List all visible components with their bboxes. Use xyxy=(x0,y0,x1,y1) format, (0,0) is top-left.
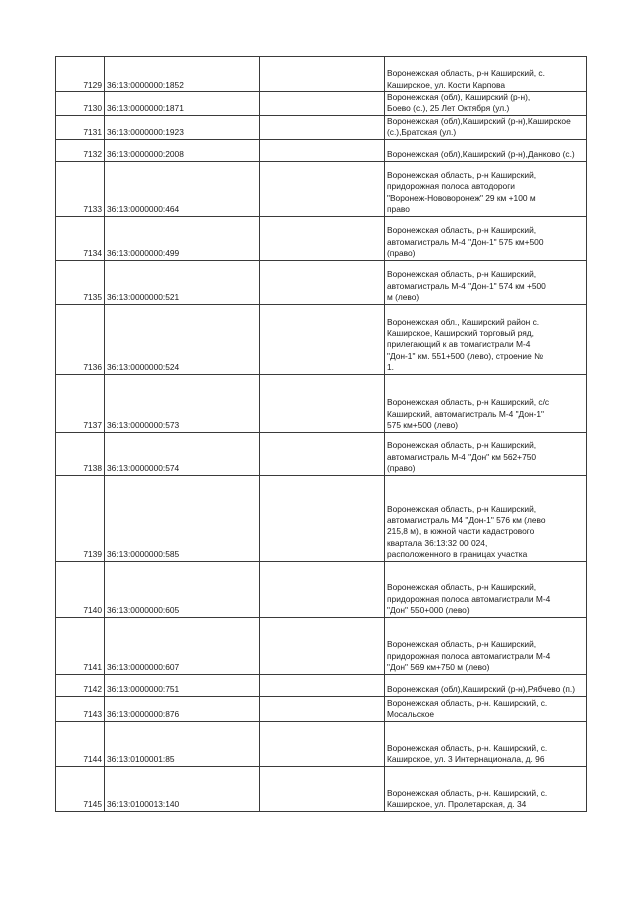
row-number-cell: 7130 xyxy=(56,92,105,116)
empty-cell xyxy=(260,432,385,475)
table-row xyxy=(56,115,587,139)
row-number-cell: 7141 xyxy=(56,617,105,674)
table-row xyxy=(56,432,587,475)
address-cell: Воронежская область, р-н Каширский, придорожная полоса автомагистрали М-4 "Дон" 569 км+750 м (лево) xyxy=(385,617,587,674)
row-number-cell: 7129 xyxy=(56,57,105,92)
row-number-cell: 7136 xyxy=(56,304,105,374)
cadastral-number-cell: 36:13:0000000:524 xyxy=(105,304,260,374)
empty-cell xyxy=(260,115,385,139)
row-number-cell: 7132 xyxy=(56,139,105,161)
row-number-cell: 7142 xyxy=(56,674,105,696)
address-cell: Воронежская область, р-н Каширский, автомагистраль М-4 "Дон-1" 574 км +500 м (лево) xyxy=(385,260,587,304)
row-number-cell: 7135 xyxy=(56,260,105,304)
address-cell: Воронежская область, р-н Каширский, автомагистраль М-4 "Дон" км 562+750 (право) xyxy=(385,432,587,475)
cadastral-number-cell: 36:13:0100001:85 xyxy=(105,721,260,766)
cadastral-number-cell: 36:13:0100013:140 xyxy=(105,766,260,811)
table-row xyxy=(56,617,587,674)
table-row xyxy=(56,304,587,374)
row-number-cell: 7139 xyxy=(56,475,105,561)
table-row xyxy=(56,475,587,561)
address-cell: Воронежская (обл),Каширский (р-н),Рябчево (п.) xyxy=(385,674,587,696)
table-row xyxy=(56,216,587,260)
row-number-cell: 7138 xyxy=(56,432,105,475)
row-number-cell: 7144 xyxy=(56,721,105,766)
address-cell: Воронежская область, р-н. Каширский, с. Каширское, ул. 3 Интернационала, д. 96 xyxy=(385,721,587,766)
empty-cell xyxy=(260,139,385,161)
table-row xyxy=(56,161,587,216)
address-cell: Воронежская область, р-н Каширский, с. Каширское, ул. Кости Карпова xyxy=(385,57,587,92)
empty-cell xyxy=(260,766,385,811)
table-row xyxy=(56,139,587,161)
empty-cell xyxy=(260,617,385,674)
address-cell: Воронежская область, р-н. Каширский, с. Мосальское xyxy=(385,696,587,721)
row-number-cell: 7134 xyxy=(56,216,105,260)
table-row xyxy=(56,721,587,766)
row-number-cell: 7143 xyxy=(56,696,105,721)
empty-cell xyxy=(260,721,385,766)
address-cell: Воронежская область, р-н Каширский, автомагистраль М-4 "Дон-1" 575 км+500 (право) xyxy=(385,216,587,260)
register-table-body xyxy=(56,57,587,812)
address-cell: Воронежская (обл),Каширский (р-н),Данково (с.) xyxy=(385,139,587,161)
empty-cell xyxy=(260,374,385,432)
empty-cell xyxy=(260,475,385,561)
address-cell: Воронежская область, р-н. Каширский, с. Каширское, ул. Пролетарская, д. 34 xyxy=(385,766,587,811)
cadastral-number-cell: 36:13:0000000:751 xyxy=(105,674,260,696)
cadastral-number-cell: 36:13:0000000:2008 xyxy=(105,139,260,161)
table-row xyxy=(56,696,587,721)
cadastral-number-cell: 36:13:0000000:574 xyxy=(105,432,260,475)
row-number-cell: 7131 xyxy=(56,115,105,139)
cadastral-number-cell: 36:13:0000000:573 xyxy=(105,374,260,432)
address-cell: Воронежская (обл), Каширский (р-н), Боево (с.), 25 Лет Октября (ул.) xyxy=(385,92,587,116)
row-number-cell: 7133 xyxy=(56,161,105,216)
row-number-cell: 7140 xyxy=(56,561,105,617)
table-row xyxy=(56,260,587,304)
table-row xyxy=(56,92,587,116)
empty-cell xyxy=(260,561,385,617)
address-cell: Воронежская область, р-н Каширский, с/с Каширский, автомагистраль М-4 "Дон-1" 575 км+500 (лево) xyxy=(385,374,587,432)
empty-cell xyxy=(260,92,385,116)
address-cell: Воронежская обл., Каширский район с. Каширское, Каширский торговый ряд, прилегающий к ав томагистрали М-4 "Дон-1" км. 551+500 (лево), строение № 1. xyxy=(385,304,587,374)
cadastral-number-cell: 36:13:0000000:1871 xyxy=(105,92,260,116)
table-row xyxy=(56,374,587,432)
register-table xyxy=(55,56,587,812)
empty-cell xyxy=(260,674,385,696)
empty-cell xyxy=(260,216,385,260)
cadastral-number-cell: 36:13:0000000:605 xyxy=(105,561,260,617)
empty-cell xyxy=(260,161,385,216)
address-cell: Воронежская область, р-н Каширский, придорожная полоса автодороги "Воронеж-Нововоронеж" 29 км +100 м право xyxy=(385,161,587,216)
table-row xyxy=(56,766,587,811)
row-number-cell: 7145 xyxy=(56,766,105,811)
table-row xyxy=(56,57,587,92)
cadastral-number-cell: 36:13:0000000:1852 xyxy=(105,57,260,92)
address-cell: Воронежская область, р-н Каширский, автомагистраль М4 "Дон-1" 576 км (лево 215,8 м), в южной части кадастрового квартала 36:13:32 00 024, расположенного в границах участка xyxy=(385,475,587,561)
empty-cell xyxy=(260,304,385,374)
cadastral-number-cell: 36:13:0000000:1923 xyxy=(105,115,260,139)
empty-cell xyxy=(260,696,385,721)
cadastral-number-cell: 36:13:0000000:585 xyxy=(105,475,260,561)
table-row xyxy=(56,674,587,696)
cadastral-number-cell: 36:13:0000000:464 xyxy=(105,161,260,216)
address-cell: Воронежская (обл),Каширский (р-н),Каширское (с.),Братская (ул.) xyxy=(385,115,587,139)
empty-cell xyxy=(260,57,385,92)
table-row xyxy=(56,561,587,617)
cadastral-number-cell: 36:13:0000000:876 xyxy=(105,696,260,721)
cadastral-number-cell: 36:13:0000000:607 xyxy=(105,617,260,674)
cadastral-number-cell: 36:13:0000000:521 xyxy=(105,260,260,304)
address-cell: Воронежская область, р-н Каширский, придорожная полоса автомагистрали М-4 "Дон" 550+000 (лево) xyxy=(385,561,587,617)
cadastral-number-cell: 36:13:0000000:499 xyxy=(105,216,260,260)
empty-cell xyxy=(260,260,385,304)
row-number-cell: 7137 xyxy=(56,374,105,432)
